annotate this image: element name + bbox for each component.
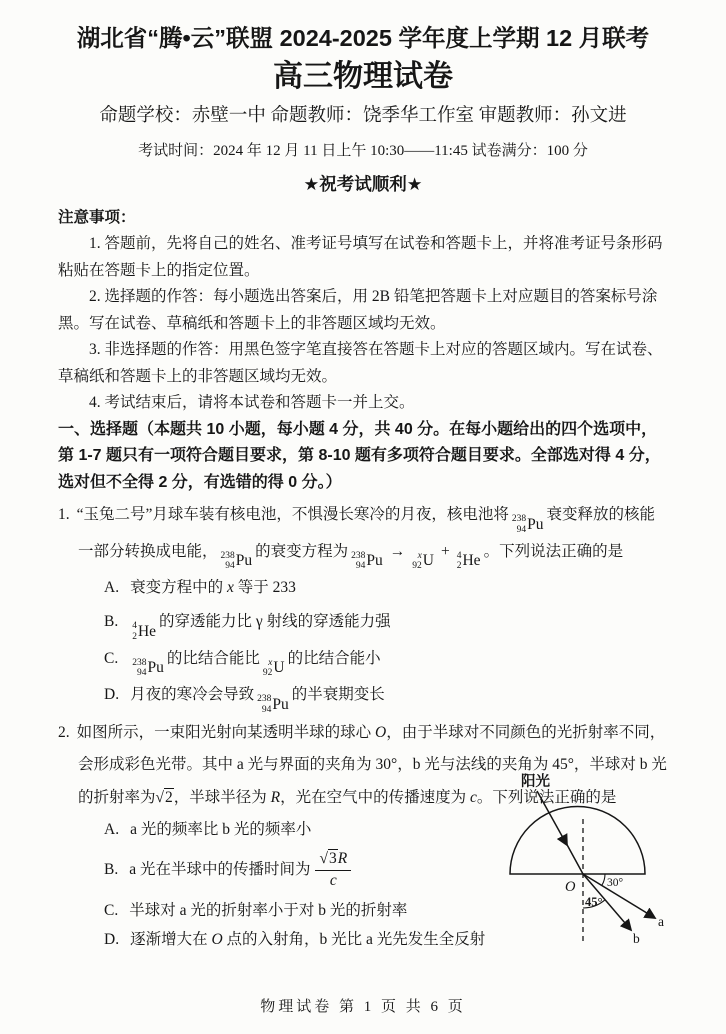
variable-R: R	[270, 789, 281, 807]
question-1-option-b: B. 4 2 He 的穿透能力比 γ 射线的穿透能力强	[104, 613, 391, 642]
incident-ray-continued	[565, 841, 583, 874]
isotope-pu-238: 238 94 Pu	[511, 514, 544, 535]
section-1-heading: 一、选择题（本题共 10 小题，每小题 4 分，共 40 分。在每小题给出的四个选项中，第 1-7 题只有一项符合题目要求，第 8-10 题有多项符合题目要求。全部选对得 4 分，选对但不全得 2 分，有选错的得 0 分。）	[58, 420, 661, 491]
ray-a-label: a	[658, 913, 664, 929]
question-1-text: 1. “玉兔二号”月球车装有核电池，不惧漫长寒冷的月夜，核电池将 238 94 Pu 衰变释放的核能一部分转换成电能， 238 94 Pu 的衰变方程为 238 94 Pu → x 92 U + 4 2 He 。下列说法正确的是	[58, 506, 656, 572]
isotope-pu-238: 238 94 Pu	[257, 694, 289, 715]
ray-b-label: b	[633, 930, 640, 946]
variable-O: O	[211, 931, 223, 949]
q2-figure-hemisphere-refraction	[445, 769, 680, 977]
question-1-option-d: D. 月夜的寒冷会导致 238 94 Pu 的半衰期变长	[104, 686, 385, 715]
question-2-number: 2.	[58, 723, 70, 741]
isotope-he-4: 4 2 He	[132, 621, 157, 642]
variable-x: x	[226, 579, 234, 597]
notice-item-4: 4. 考试结束后，请将本试卷和答题卡一并上交。	[89, 394, 415, 412]
isotope-u-x: x 92 U	[262, 657, 285, 679]
center-O-label: O	[565, 878, 576, 895]
notice-heading: 注意事项：	[58, 208, 136, 226]
question-2	[58, 717, 668, 955]
question-1	[58, 498, 668, 715]
question-2-option-a: A. a 光的频率比 b 光的频率小	[104, 820, 312, 838]
exam-info-line: 考试时间：2024 年 12 月 11 日上午 10:30——11:45 试卷满分：100 分	[138, 143, 588, 160]
angle-30-label: 30°	[607, 876, 624, 889]
notice-item-2: 2. 选择题的作答：每小题选出答案后，用 2B 铅笔把答题卡上对应题目的答案标号涂黑。写在试卷、草稿纸和答题卡上的非答题区域均无效。	[58, 288, 658, 332]
authors-line: 命题学校：赤壁一中 命题教师：饶季华工作室 审题教师：孙文进	[99, 106, 627, 127]
incident-ray	[537, 791, 567, 845]
variable-c: c	[470, 789, 477, 807]
arrow-symbol: →	[389, 542, 406, 560]
page-footer: 物理试卷 第 1 页 共 6 页	[260, 999, 466, 1015]
angle-arc-30	[602, 874, 605, 885]
isotope-pu-238: 238 94 Pu	[132, 657, 164, 679]
variable-O: O	[375, 723, 387, 741]
question-2-option-b: B. a 光在半球中的传播时间为 √ 3 R c	[58, 844, 668, 896]
plus-symbol: +	[440, 542, 450, 560]
isotope-pu-238: 238 94 Pu	[351, 550, 383, 572]
notice-item-3: 3. 非选择题的作答：用黑色签字笔直接答在答题卡上对应的答题区域内。写在试卷、草稿纸和答题卡上的非答题区域均无效。	[58, 341, 663, 385]
angle-45-label: 45°	[585, 894, 603, 909]
paper-subtitle: 高三物理试卷	[273, 59, 453, 93]
question-1-number: 1.	[58, 506, 70, 524]
sqrt-2: √ 2	[155, 789, 173, 807]
question-2-text: 2. 如图所示，一束阳光射向某透明半球的球心 O，由于半球对不同颜色的光折射率不同，会形成彩色光带。其中 a 光与界面的夹角为 30°，b 光与法线的夹角为 45°，半球对 b 光的折射率为 √ 2 ，半球半径为 R，光在空气中的传播速度为 c。下列说法正确的是	[58, 717, 668, 815]
sunlight-label: 阳光	[521, 773, 550, 790]
isotope-u-x: x 92 U	[412, 550, 434, 572]
question-1-option-c: C. 238 94 Pu 的比结合能比 x 92 U 的比结合能小	[104, 649, 381, 679]
wish-line: ★祝考试顺利★	[303, 174, 423, 195]
question-2-option-d: D. 逐渐增大在 O 点的入射角，b 光比 a 光先发生全反射	[104, 931, 486, 949]
fraction-sqrt3R-over-c: √ 3 R c	[315, 849, 351, 890]
question-1-option-a: A. 衰变方程中的 x 等于 233	[104, 579, 296, 597]
question-2-option-c: C. 半球对 a 光的折射率小于对 b 光的折射率	[104, 902, 408, 920]
isotope-pu-238: 238 94 Pu	[220, 550, 253, 572]
page-title: 湖北省“腾•云”联盟 2024-2025 学年度上学期 12 月联考	[76, 25, 650, 51]
notice-item-1: 1. 答题前，先将自己的姓名、准考证号填写在试卷和答题卡上，并将准考证号条形码粘贴在答题卡上的指定位置。	[58, 235, 663, 279]
isotope-he-4: 4 2 He	[456, 550, 481, 572]
question-2-options	[58, 773, 668, 955]
